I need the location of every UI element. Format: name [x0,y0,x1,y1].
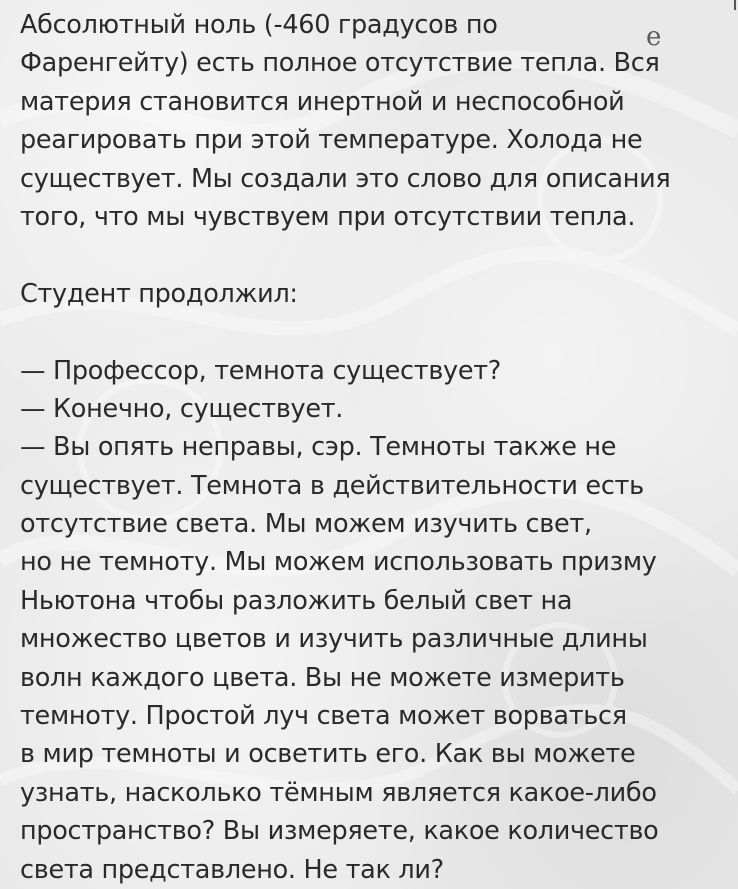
text-line: Абсолютный ноль (-460 градусов по [20,10,498,40]
paragraph-absolute-zero [20,6,720,236]
text-line: света представлено. Не так ли? [20,854,444,885]
paragraph-gap [20,236,720,274]
text-line: реагировать при этой температуре. Холода не [20,125,643,156]
text-line: множество цветов и изучить различные длины [20,624,648,655]
overlay-handwritten-mark: е [646,22,659,52]
edge-mark [734,0,736,10]
paragraph-dialogue [20,352,720,889]
text-line: волн каждого цвета. Вы не можете измерить [20,662,625,693]
text-line: Студент продолжил: [20,278,298,309]
text-line: материя становится инертной и неспособной [20,86,625,117]
text-line: темноту. Простой луч света может ворваться [20,701,627,732]
dialogue-line: — Конечно, существует. [20,393,344,424]
text-line: Ньютона чтобы разложить белый свет на [20,585,573,616]
text-line: того, что мы чувствуем при отсутствии тепла. [20,201,636,232]
text-line: существует. Темнота в действительности есть [20,470,644,501]
text-line: в мир темноты и осветить его. Как вы можете [20,739,636,770]
article-text [20,6,720,889]
text-line: узнать, насколько тёмным является какое-либо [20,777,657,808]
paragraph-student-continued [20,275,720,313]
dialogue-line: — Профессор, темнота существует? [20,355,502,386]
paragraph-gap [20,313,720,351]
text-line: отсутствие света. Мы можем изучить свет, [20,509,592,540]
text-line: пространство? Вы измеряете, какое количество [20,816,659,847]
text-line: Фаренгейту) есть полное отсутствие тепла. Вся [20,48,660,79]
dialogue-line: — Вы опять неправы, сэр. Темноты также не [20,432,617,463]
text-line: существует. Мы создали это слово для описания [20,163,671,194]
text-line: но не темноту. Мы можем использовать призму [20,547,657,578]
